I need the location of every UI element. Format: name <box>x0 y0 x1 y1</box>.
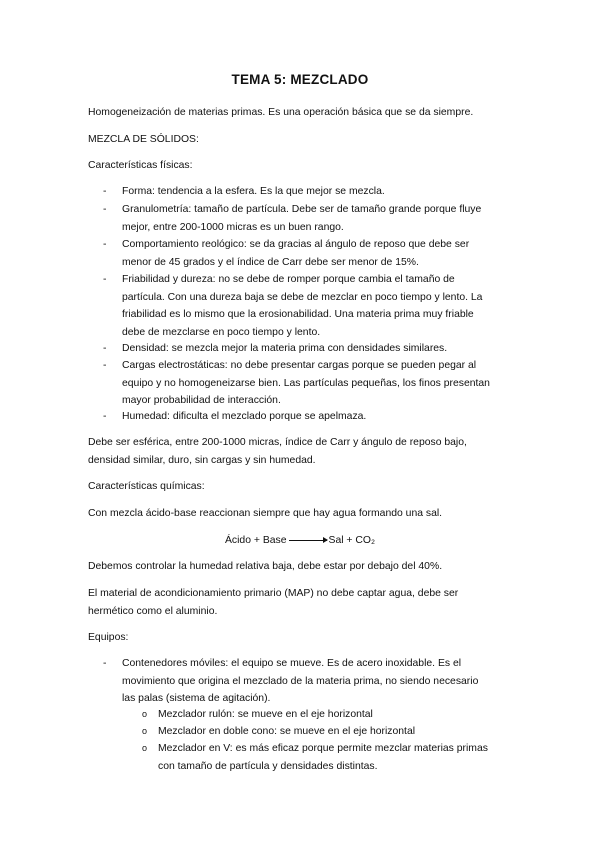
map-line: El material de acondicionamiento primario (MAP) no debe captar agua, debe ser <box>88 588 459 599</box>
arrow-icon <box>289 540 327 541</box>
humidity-paragraph: Debemos controlar la humedad relativa baja, debe estar por debajo del 40%. <box>88 561 443 572</box>
page-title: TEMA 5: MEZCLADO <box>231 72 369 87</box>
sub-item-line: Mezclador rulón: se mueve en el eje horizontal <box>158 709 373 720</box>
dash-marker: - <box>103 360 107 371</box>
bullet-marker: o <box>142 726 148 736</box>
dash-marker: - <box>103 411 107 422</box>
list-item-line: mayor probabilidad de interacción. <box>122 395 281 406</box>
physical-heading: Características físicas: <box>88 160 193 171</box>
list-item-line: Granulometría: tamaño de partícula. Debe ser de tamaño grande porque fluye <box>122 204 482 215</box>
list-item-line: equipo y no homogeneizarse bien. Las partículas pequeñas, los finos presentan <box>122 377 490 389</box>
sub-item-line: con tamaño de partícula y densidades distintas. <box>158 760 378 772</box>
formula-products: Sal + CO₂ <box>328 535 375 546</box>
list-item-line: menor de 45 grados y el índice de Carr debe ser menor de 15%. <box>122 256 419 268</box>
list-item-line: partícula. Con una dureza baja se debe de mezclar en poco tiempo y lento. La <box>122 291 483 303</box>
dash-marker: - <box>103 658 107 669</box>
list-item-line: Contenedores móviles: el equipo se mueve. Es de acero inoxidable. Es el <box>122 658 462 669</box>
sub-item-line: Mezclador en V: es más eficaz porque permite mezclar materias primas <box>158 743 488 754</box>
section-heading-solids: MEZCLA DE SÓLIDOS: <box>88 134 199 145</box>
dash-marker: - <box>103 274 107 285</box>
dash-marker: - <box>103 239 107 250</box>
dash-marker: - <box>103 204 107 215</box>
list-item-line: Humedad: dificulta el mezclado porque se apelmaza. <box>122 411 367 422</box>
dash-marker: - <box>103 186 107 197</box>
list-item-line: mejor, entre 200-1000 micras es un buen rango. <box>122 221 344 233</box>
equipment-heading: Equipos: <box>88 632 129 643</box>
list-item-line: Densidad: se mezcla mejor la materia prima con densidades similares. <box>122 343 448 354</box>
list-item-line: movimiento que origina el mezclado de la materia prima, no siendo necesario <box>122 675 479 687</box>
summary-paragraph <box>88 434 518 469</box>
map-paragraph <box>88 585 518 620</box>
list-item-line: friabilidad es lo mismo que la erosionabilidad. Una materia prima muy friable <box>122 309 474 320</box>
summary-line: Debe ser esférica, entre 200-1000 micras, índice de Carr y ángulo de reposo bajo, <box>88 437 467 448</box>
formula-reactants: Ácido + Base <box>224 535 287 546</box>
chemical-paragraph: Con mezcla ácido-base reaccionan siempre que hay agua formando una sal. <box>88 508 443 519</box>
list-item-line: Cargas electrostáticas: no debe presentar cargas porque se pueden pegar al <box>122 360 477 371</box>
list-item-line: Comportamiento reológico: se da gracias al ángulo de reposo que debe ser <box>122 239 470 250</box>
map-line: hermético como el aluminio. <box>88 605 218 617</box>
chemical-heading: Características químicas: <box>88 481 205 492</box>
list-item-line: debe de mezclarse en poco tiempo y lento. <box>122 326 321 338</box>
dash-marker: - <box>103 343 107 354</box>
reaction-formula <box>0 532 600 549</box>
list-item-line: Friabilidad y dureza: no se debe de romper porque cambia el tamaño de <box>122 274 455 285</box>
list-item-line: las palas (sistema de agitación). <box>122 693 271 704</box>
intro-paragraph: Homogeneización de materias primas. Es una operación básica que se da siempre. <box>88 107 474 118</box>
list-item-line: Forma: tendencia a la esfera. Es la que mejor se mezcla. <box>122 186 385 197</box>
bullet-marker: o <box>142 743 148 753</box>
bullet-marker: o <box>142 709 148 719</box>
sub-item-line: Mezclador en doble cono: se mueve en el eje horizontal <box>158 726 416 737</box>
summary-line: densidad similar, duro, sin cargas y sin humedad. <box>88 454 316 466</box>
